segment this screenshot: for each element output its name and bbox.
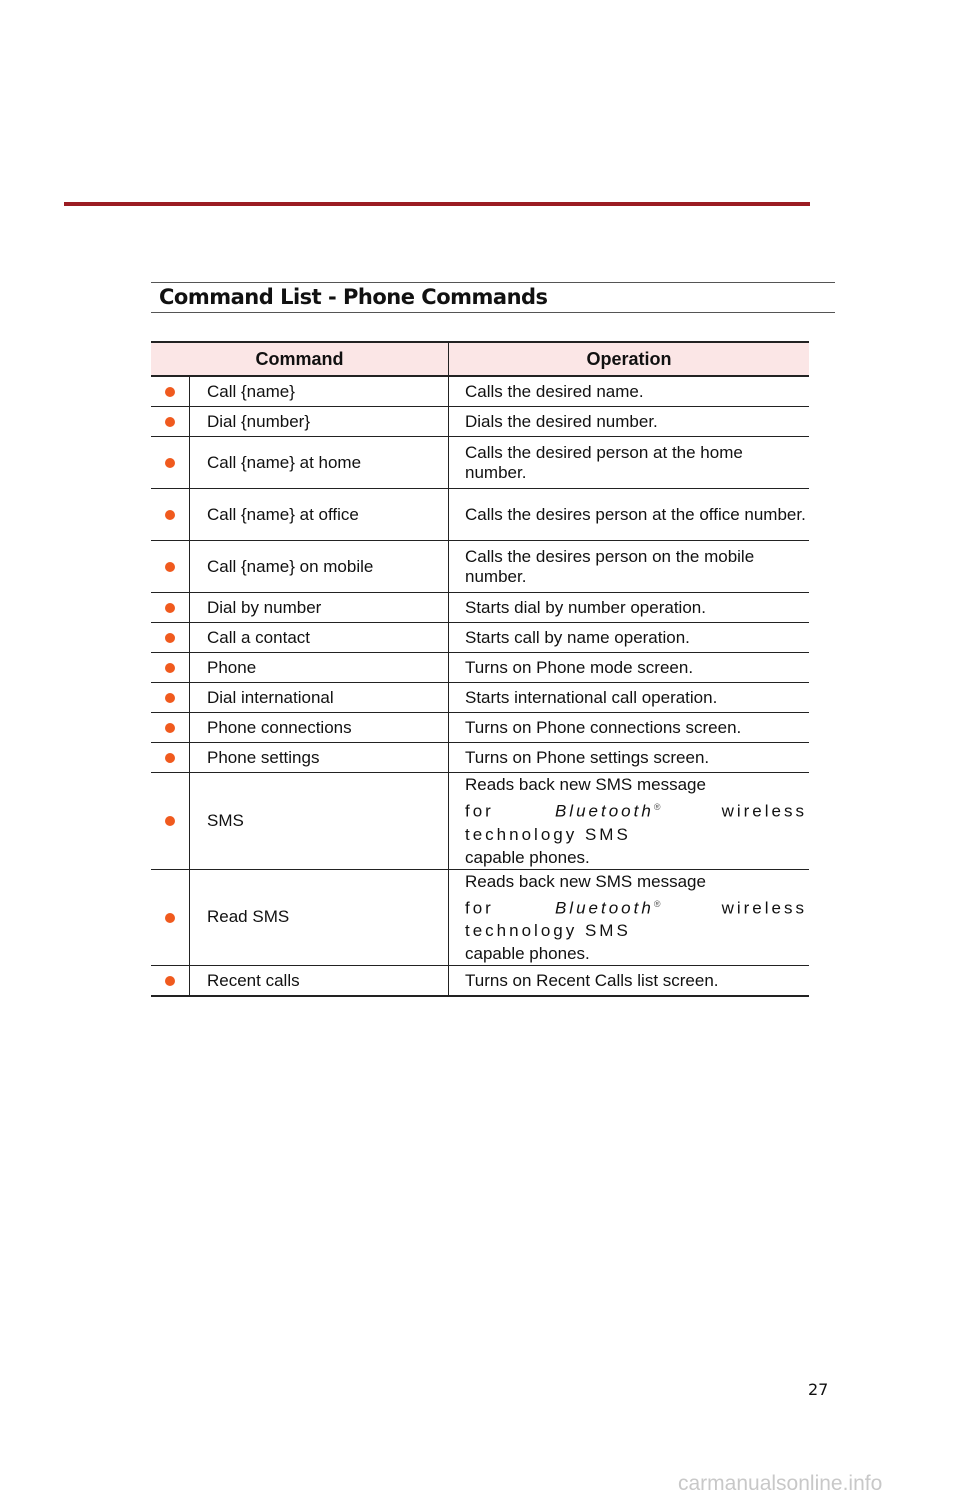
operation-cell [449,773,810,870]
table-row [151,593,809,623]
bullet-icon [165,458,175,468]
table-row [151,743,809,773]
operation-cell: Starts dial by number operation. [449,593,810,623]
bullet-icon [165,816,175,826]
table-row [151,653,809,683]
registered-mark: ® [653,898,661,909]
bullet-icon [165,633,175,643]
table-row [151,966,809,997]
operation-cell [449,869,810,966]
command-cell: Phone settings [190,743,449,773]
operation-cell: Calls the desires person on the mobile number. [449,541,810,593]
page-number: 27 [808,1380,829,1399]
bullet-icon [165,723,175,733]
table-row [151,489,809,541]
table-row [151,773,809,870]
operation-cell: Starts call by name operation. [449,623,810,653]
column-header-operation: Operation [449,342,810,376]
table-row [151,376,809,407]
table-row [151,407,809,437]
operation-line: capable phones. [465,847,590,867]
top-accent-rule [64,202,810,206]
operation-cell: Calls the desires person at the office number. [449,489,810,541]
operation-cell: Dials the desired number. [449,407,810,437]
command-cell: Call {name} [190,376,449,407]
command-cell: Phone [190,653,449,683]
operation-cell: Turns on Phone mode screen. [449,653,810,683]
bullet-icon [165,387,175,397]
operation-cell: Turns on Phone connections screen. [449,713,810,743]
command-cell: SMS [190,773,449,870]
bullet-icon [165,913,175,923]
registered-mark: ® [653,802,661,812]
operation-cell: Calls the desired name. [449,376,810,407]
operation-line: for Bluetooth® wireless technology SMS [465,898,807,941]
phone-commands-table [151,341,809,997]
command-cell: Dial international [190,683,449,713]
section-title: Command List - Phone Commands [159,285,548,309]
operation-cell: Calls the desired person at the home number. [449,437,810,489]
operation-cell: Turns on Recent Calls list screen. [449,966,810,997]
bullet-icon [165,663,175,673]
bullet-icon [165,693,175,703]
table-row [151,437,809,489]
command-cell: Dial by number [190,593,449,623]
table-header-row [151,342,809,376]
section-header [151,282,835,313]
table-row [151,683,809,713]
table-row [151,623,809,653]
command-cell: Phone connections [190,713,449,743]
table-row [151,713,809,743]
operation-line: Reads back new SMS message [465,871,706,891]
command-cell: Dial {number} [190,407,449,437]
bluetooth-term: Bluetooth [554,898,654,918]
command-cell: Call a contact [190,623,449,653]
operation-line: for Bluetooth® wireless technology SMS [465,801,807,844]
command-cell: Call {name} on mobile [190,541,449,593]
bluetooth-term: Bluetooth [554,801,654,821]
bullet-icon [165,510,175,520]
operation-line: capable phones. [465,944,590,964]
column-header-command: Command [151,342,449,376]
bullet-icon [165,417,175,427]
command-cell: Call {name} at office [190,489,449,541]
command-cell: Recent calls [190,966,449,997]
bullet-icon [165,562,175,572]
bullet-icon [165,753,175,763]
operation-cell: Turns on Phone settings screen. [449,743,810,773]
table-row [151,869,809,966]
command-cell: Read SMS [190,869,449,966]
bullet-icon [165,976,175,986]
table-row [151,541,809,593]
command-cell: Call {name} at home [190,437,449,489]
bullet-icon [165,603,175,613]
operation-cell: Starts international call operation. [449,683,810,713]
operation-line: Reads back new SMS message [465,775,706,794]
watermark: carmanualsonline.info [678,1472,883,1495]
